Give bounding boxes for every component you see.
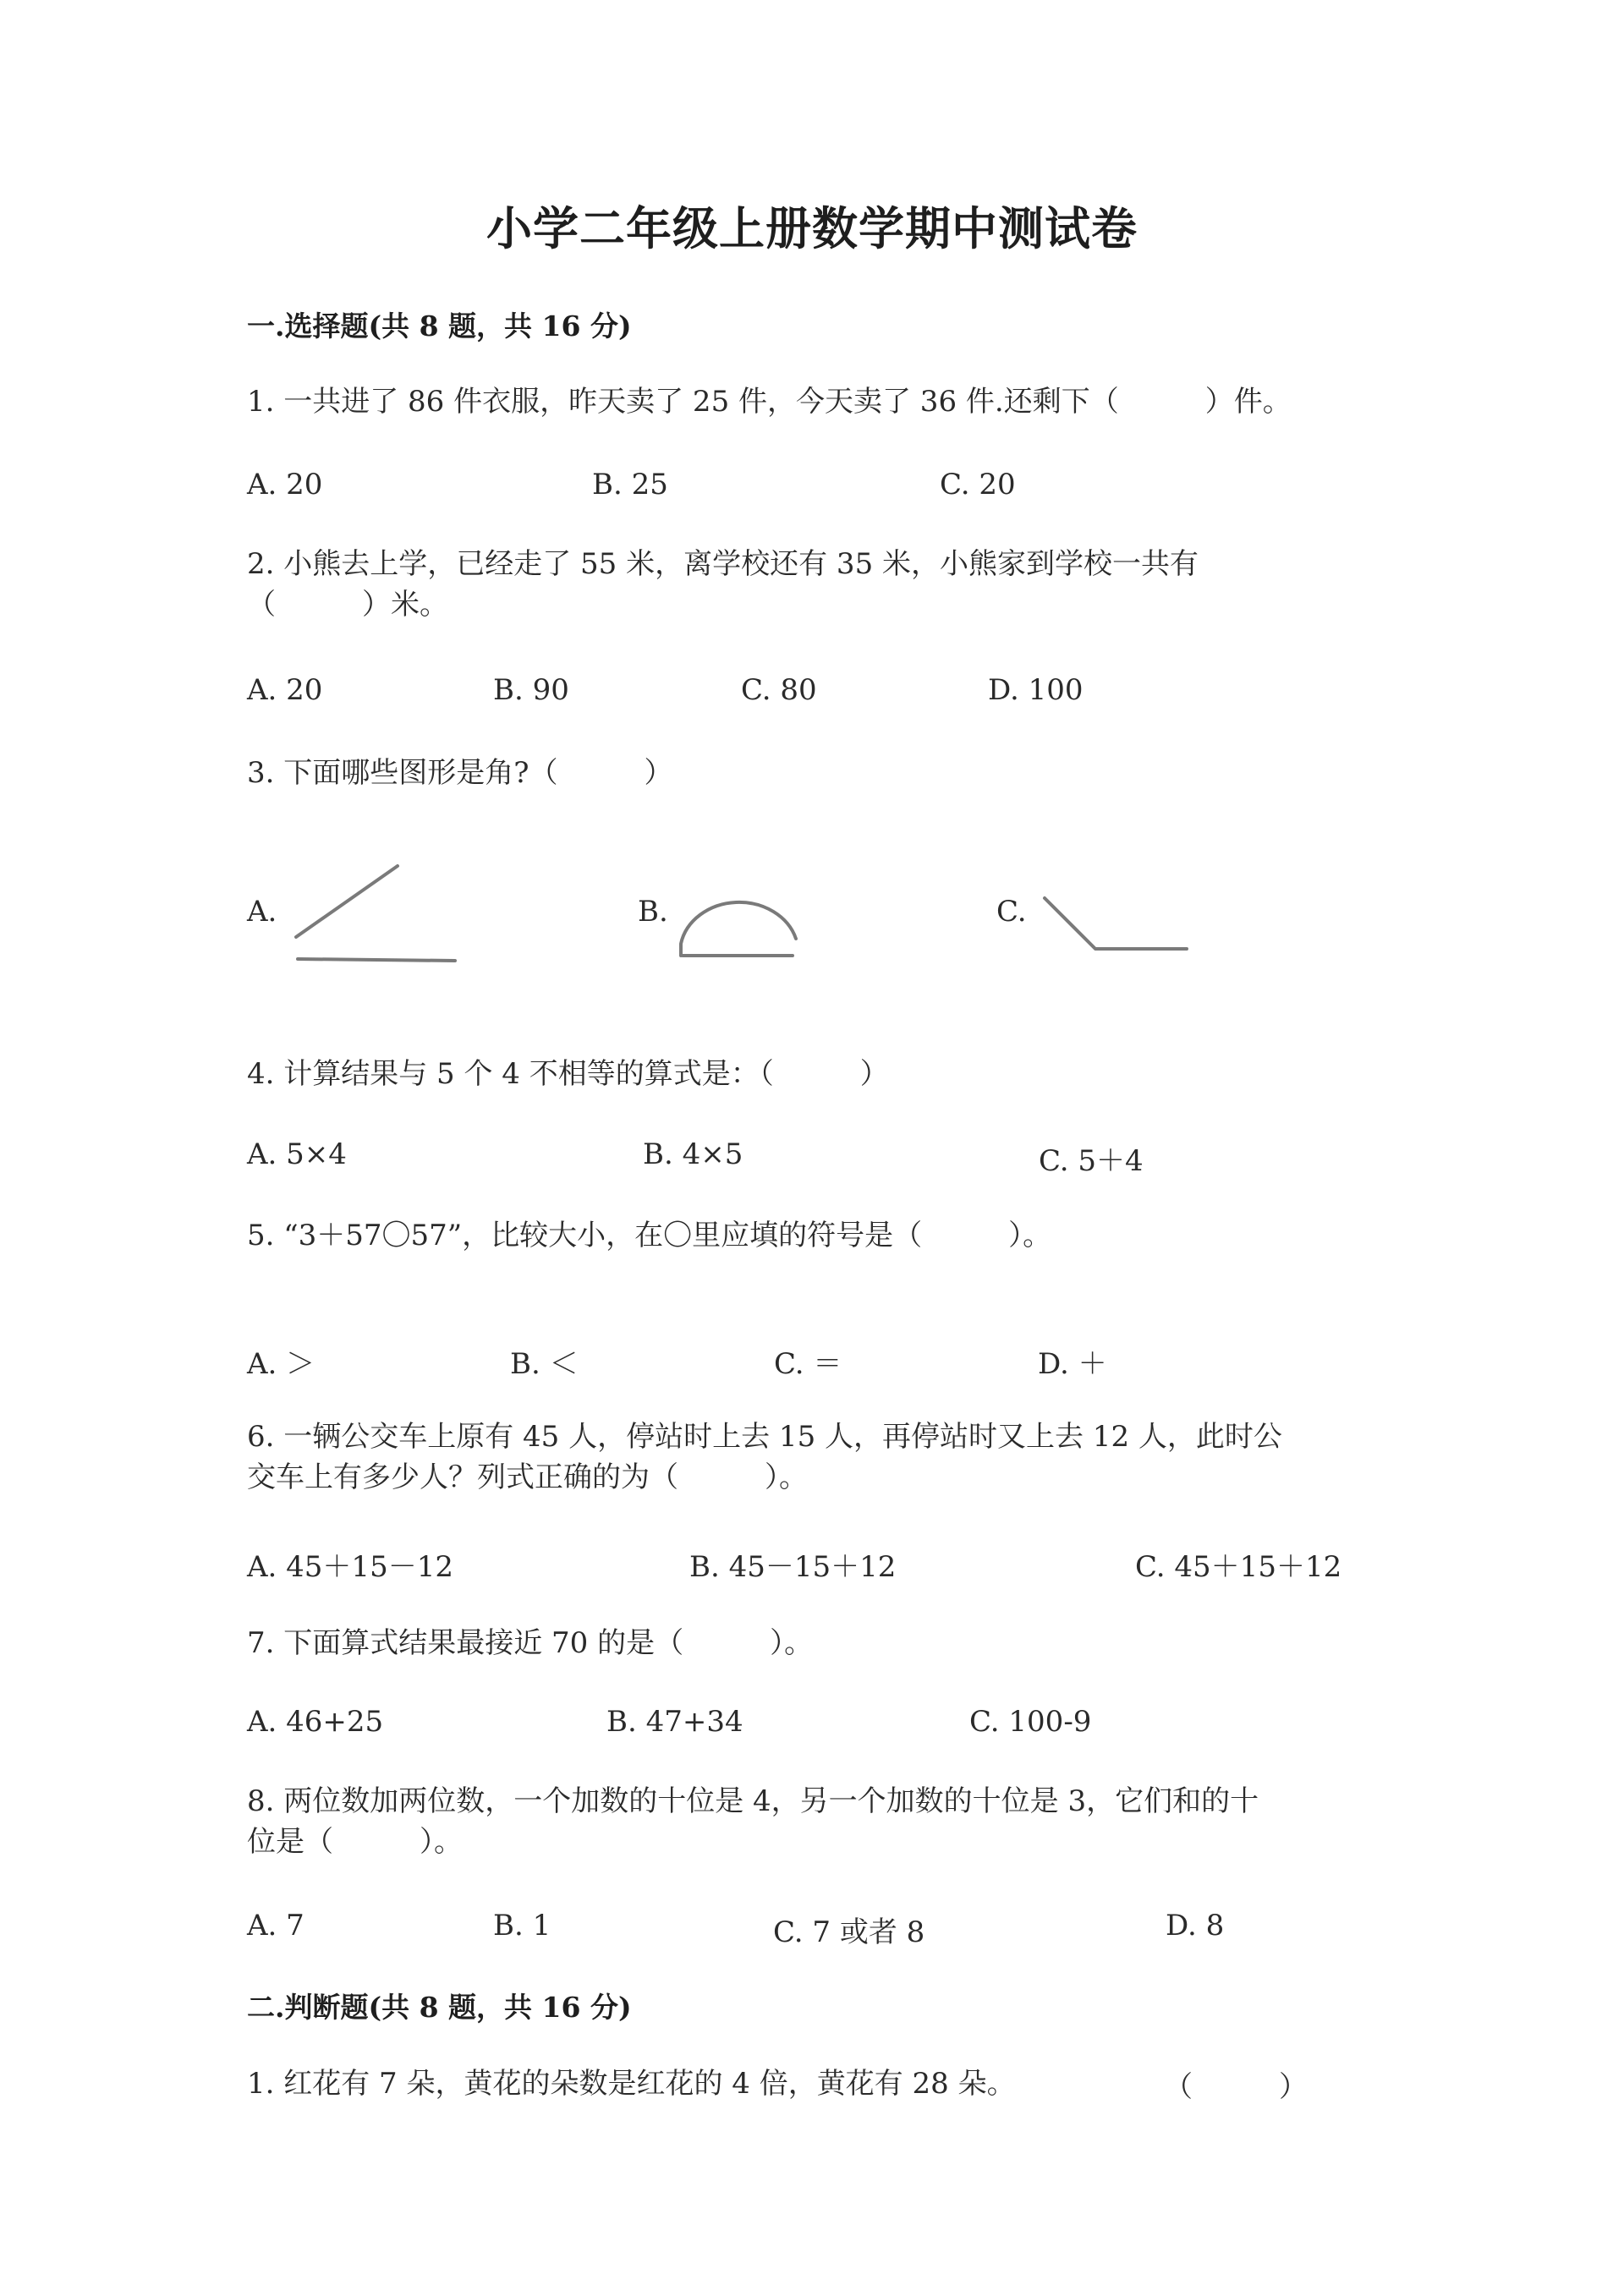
question-6-line-2: 交车上有多少人？列式正确的为（ ）。 — [247, 1460, 808, 1494]
section-heading-choice: 一.选择题(共 8 题，共 16 分) — [247, 310, 632, 342]
question-8-line-2: 位是（ ）。 — [247, 1825, 463, 1859]
q8-option-d[interactable]: D. 8 — [1166, 1909, 1225, 1943]
q4-option-a[interactable]: A. 5×4 — [247, 1137, 347, 1171]
page-title: 小学二年级上册数学期中测试卷 — [486, 201, 1138, 255]
q8-option-c[interactable]: C. 7 或者 8 — [773, 1915, 925, 1949]
q8-option-b[interactable]: B. 1 — [493, 1909, 551, 1943]
question-6-line-1: 6. 一辆公交车上原有 45 人，停站时上去 15 人，再停站时又上去 12 人，此时公 — [247, 1420, 1282, 1454]
question-5: 5. “3＋57〇57”，比较大小，在〇里应填的符号是（ ）。 — [247, 1219, 1052, 1252]
question-4: 4. 计算结果与 5 个 4 不相等的算式是：（ ） — [247, 1057, 889, 1091]
q5-option-b[interactable]: B. ＜ — [510, 1347, 579, 1381]
q4-option-c[interactable]: C. 5＋4 — [1039, 1144, 1144, 1178]
q5-option-d[interactable]: D. ＋ — [1038, 1347, 1107, 1381]
angle-open-icon — [288, 854, 465, 964]
question-7: 7. 下面算式结果最接近 70 的是（ ）。 — [247, 1626, 814, 1660]
bent-line-icon — [1036, 888, 1197, 964]
q3-option-b[interactable]: B. — [638, 895, 668, 929]
question-3: 3. 下面哪些图形是角?（ ） — [247, 756, 673, 790]
question-2 — [247, 544, 1397, 625]
question-2-line-1: 2. 小熊去上学，已经走了 55 米，离学校还有 35 米，小熊家到学校一共有 — [247, 547, 1199, 581]
q1-option-b[interactable]: B. 25 — [592, 468, 668, 501]
q7-option-a[interactable]: A. 46+25 — [247, 1705, 384, 1739]
judgment-answer-blank[interactable]: （ ） — [1164, 2070, 1308, 2104]
q7-option-c[interactable]: C. 100-9 — [969, 1705, 1092, 1739]
q3-option-a[interactable]: A. — [247, 895, 277, 929]
q2-option-b[interactable]: B. 90 — [493, 673, 569, 707]
q5-option-a[interactable]: A. ＞ — [247, 1347, 315, 1381]
q5-option-c[interactable]: C. ＝ — [774, 1347, 842, 1381]
question-2-line-2: （ ）米。 — [247, 588, 448, 622]
section-heading-judgment: 二.判断题(共 8 题，共 16 分) — [247, 1991, 632, 2024]
q2-option-c[interactable]: C. 80 — [741, 673, 817, 707]
q7-option-b[interactable]: B. 47+34 — [606, 1705, 743, 1739]
question-8-line-1: 8. 两位数加两位数，一个加数的十位是 4，另一个加数的十位是 3，它们和的十 — [247, 1784, 1259, 1818]
q1-option-a[interactable]: A. 20 — [247, 468, 323, 501]
q2-option-a[interactable]: A. 20 — [247, 673, 323, 707]
semicircle-icon — [672, 871, 808, 964]
q6-option-b[interactable]: B. 45－15＋12 — [689, 1550, 897, 1584]
q2-option-d[interactable]: D. 100 — [988, 673, 1084, 707]
question-1: 1. 一共进了 86 件衣服，昨天卖了 25 件，今天卖了 36 件.还剩下（ ）件。 — [247, 385, 1292, 419]
q6-option-a[interactable]: A. 45＋15－12 — [247, 1550, 453, 1584]
judgment-question-1: 1. 红花有 7 朵，黄花的朵数是红花的 4 倍，黄花有 28 朵。 — [247, 2067, 1016, 2101]
question-6 — [247, 1417, 1397, 1498]
q6-option-c[interactable]: C. 45＋15＋12 — [1135, 1550, 1342, 1584]
question-8 — [247, 1781, 1397, 1862]
q1-option-c[interactable]: C. 20 — [940, 468, 1016, 501]
q3-option-c[interactable]: C. — [996, 895, 1027, 929]
q4-option-b[interactable]: B. 4×5 — [643, 1137, 743, 1171]
q8-option-a[interactable]: A. 7 — [247, 1909, 304, 1943]
